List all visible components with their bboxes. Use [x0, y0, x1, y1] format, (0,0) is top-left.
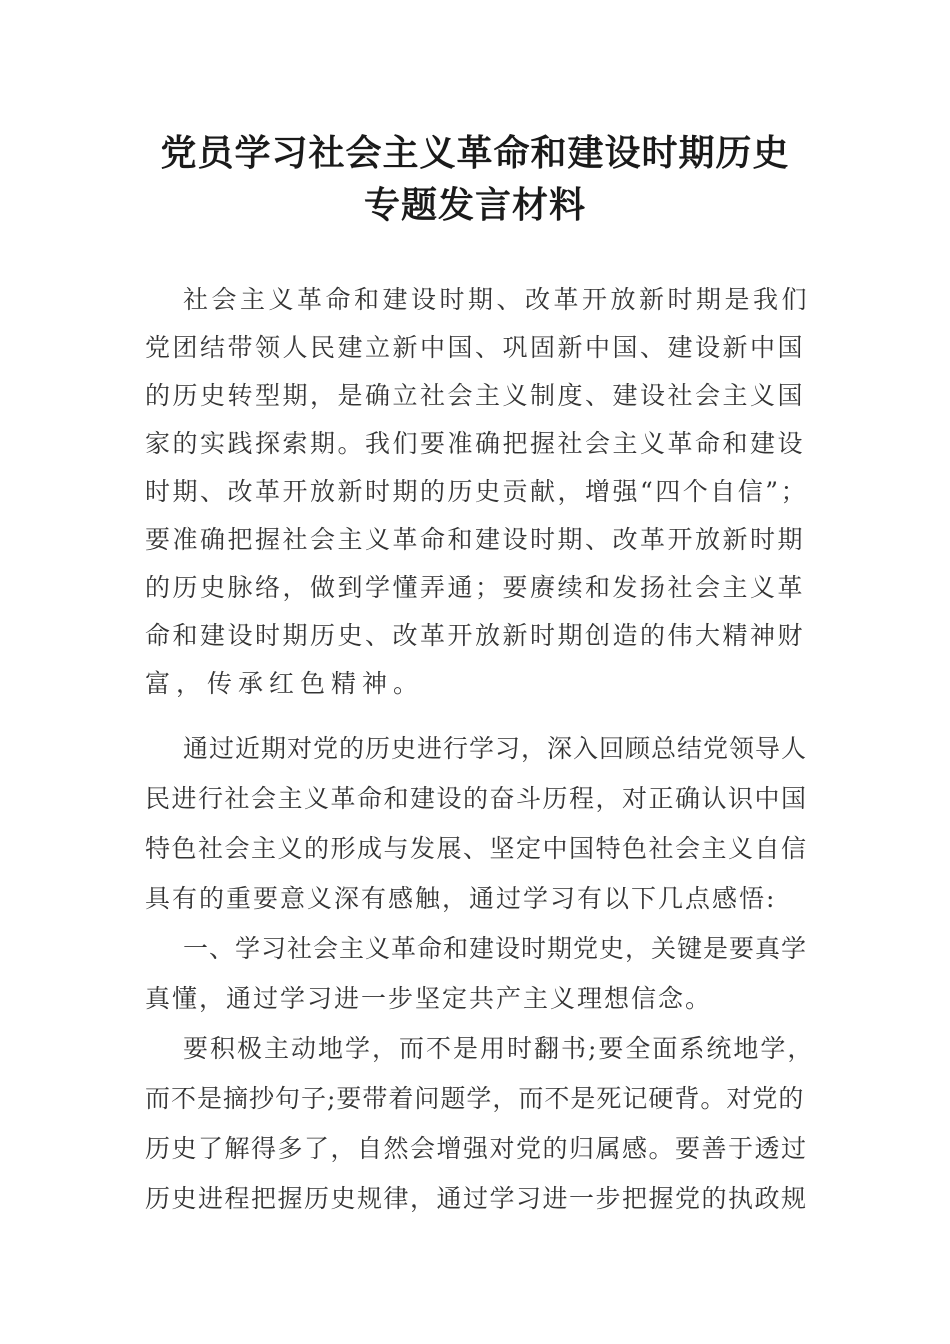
paragraph-2-line-2: 民进行社会主义革命和建设的奋斗历程，对正确认识中国	[145, 784, 808, 813]
paragraph-1-line-6: 要准确把握社会主义革命和建设时期、改革开放新时期	[145, 525, 806, 554]
paragraph-4-line-4: 历史进程把握历史规律，通过学习进一步把握党的执政规	[145, 1184, 808, 1213]
paragraph-2-line-4: 具有的重要意义深有感触，通过学习有以下几点感悟:	[145, 884, 777, 913]
paragraph-1-line-4: 家的实践探索期。我们要准确把握社会主义革命和建设	[145, 429, 806, 458]
paragraph-4-line-3: 历史了解得多了，自然会增强对党的归属感。要善于透过	[145, 1134, 808, 1163]
paragraph-1-line-9: 富，传承红色精神。	[145, 669, 425, 698]
paragraph-1-line-2: 党团结带领人民建立新中国、巩固新中国、建设新中国	[145, 333, 806, 362]
paragraph-1-line-7: 的历史脉络，做到学懂弄通；要赓续和发扬社会主义革	[145, 573, 806, 602]
document-title-line-1: 党员学习社会主义革命和建设时期历史	[160, 133, 790, 174]
paragraph-2-line-3: 特色社会主义的形成与发展、坚定中国特色社会主义自信	[145, 834, 808, 863]
paragraph-4-line-1: 要积极主动地学，而不是用时翻书;要全面系统地学，	[183, 1034, 815, 1063]
paragraph-3-line-2: 真懂，通过学习进一步坚定共产主义理想信念。	[145, 984, 713, 1013]
paragraph-1-line-1: 社会主义革命和建设时期、改革开放新时期是我们	[183, 285, 811, 314]
paragraph-2-line-1: 通过近期对党的历史进行学习，深入回顾总结党领导人	[183, 734, 808, 763]
document-title-line-2: 专题发言材料	[363, 185, 586, 226]
paragraph-1-line-5: 时期、改革开放新时期的历史贡献，增强“四个自信”；	[145, 477, 809, 506]
paragraph-4-line-2: 而不是摘抄句子;要带着问题学，而不是死记硬背。对党的	[145, 1084, 805, 1113]
paragraph-1-line-8: 命和建设时期历史、改革开放新时期创造的伟大精神财	[145, 621, 806, 650]
paragraph-3-line-1: 一、学习社会主义革命和建设时期党史，关键是要真学	[183, 934, 808, 963]
paragraph-1-line-3: 的历史转型期，是确立社会主义制度、建设社会主义国	[145, 381, 806, 410]
